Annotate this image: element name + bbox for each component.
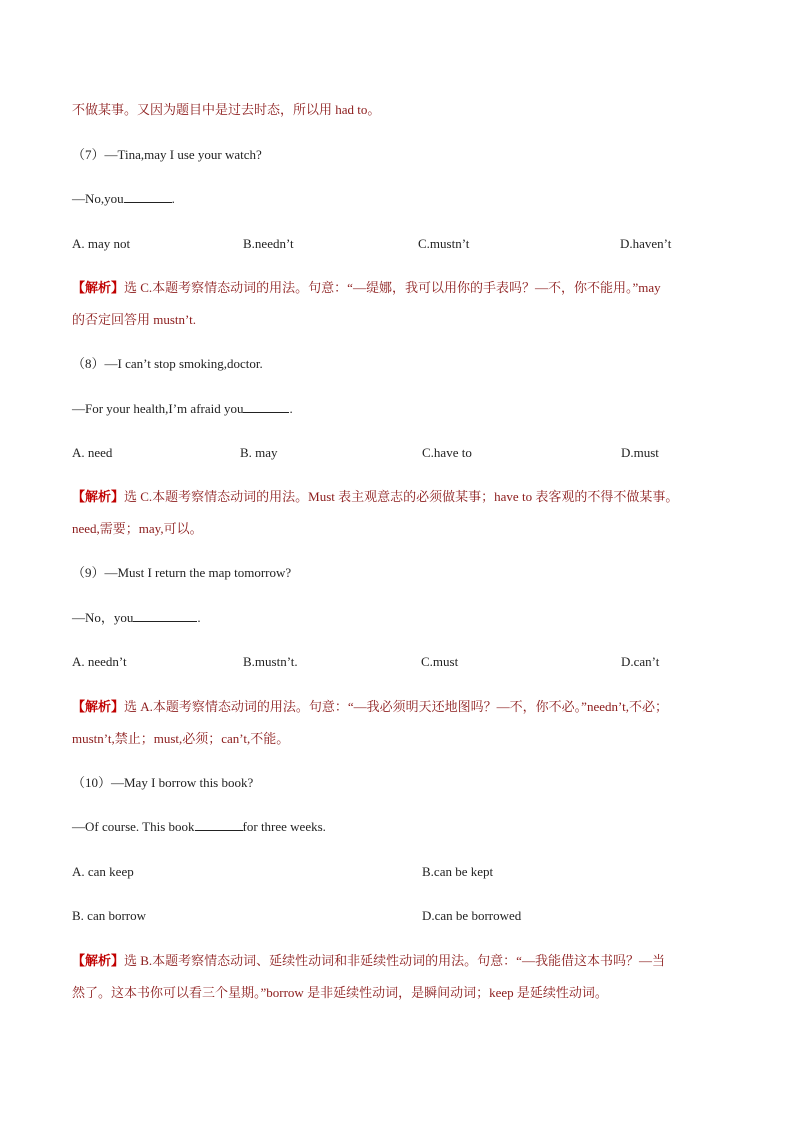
question-7-option-a: A. may not <box>72 236 131 251</box>
question-9-option-c: C.must <box>421 654 459 669</box>
intro-text: 不做某事。又因为题目中是过去时态，所以用 had to。 <box>72 102 381 117</box>
answer-blank <box>124 190 172 203</box>
question-8-analysis-2: need,需要；may,可以。 <box>72 521 203 536</box>
question-9-reply-text: —No，you <box>72 610 134 625</box>
question-8-analysis-1 <box>72 488 734 506</box>
question-7-option-b: B.needn’t <box>243 236 294 251</box>
question-7-option-c: C.mustn’t <box>418 236 470 251</box>
question-10-reply-end: for three weeks. <box>242 819 326 834</box>
question-8-reply-text: —For your health,I’m afraid you <box>72 401 244 416</box>
analysis-text: 选 C.本题考察情态动词的用法。Must 表主观意志的必须做某事；have to 表客观的不得不做某事。 <box>124 489 679 504</box>
question-7-analysis-2: 的否定回答用 mustn’t. <box>72 312 196 327</box>
question-8-prompt: （8）—I can’t stop smoking,doctor. <box>72 356 263 371</box>
question-10-analysis-2: 然了。这本书你可以看三个星期。”borrow 是非延续性动词，是瞬间动词；keep 是延续性动词。 <box>72 985 608 1000</box>
question-10-option-a: A. can keep <box>72 864 134 879</box>
question-9-reply <box>72 609 734 627</box>
question-10-option-d: D.can be borrowed <box>422 908 522 923</box>
answer-blank <box>243 400 289 413</box>
question-7-reply-text: —No,you <box>72 191 124 206</box>
analysis-tag: 【解析】 <box>72 699 125 714</box>
analysis-tag: 【解析】 <box>72 280 125 295</box>
analysis-text: 选 C.本题考察情态动词的用法。句意：“—缇娜，我可以用你的手表吗？—不，你不能用。”may <box>124 280 661 295</box>
question-7-analysis-1 <box>72 279 734 297</box>
question-10-option-b: B.can be kept <box>422 864 494 879</box>
question-10-analysis-1 <box>72 952 734 970</box>
question-10-reply-text: —Of course. This book <box>72 819 195 834</box>
question-7-prompt: （7）—Tina,may I use your watch? <box>72 147 262 162</box>
question-9-option-b: B.mustn’t. <box>243 654 298 669</box>
question-9-option-a: A. needn’t <box>72 654 127 669</box>
answer-blank <box>133 609 197 622</box>
question-10-reply <box>72 818 734 836</box>
question-7-option-d: D.haven’t <box>620 236 672 251</box>
question-8-option-a: A. need <box>72 445 113 460</box>
question-7-reply-end: . <box>171 191 175 206</box>
question-9-analysis-1 <box>72 698 734 716</box>
analysis-tag: 【解析】 <box>72 953 125 968</box>
question-7-reply <box>72 190 734 208</box>
question-8-option-d: D.must <box>621 445 659 460</box>
question-9-analysis-2: mustn’t,禁止；must,必须；can’t,不能。 <box>72 731 290 746</box>
question-10-prompt: （10）—May I borrow this book? <box>72 775 254 790</box>
question-8-option-c: C.have to <box>422 445 472 460</box>
answer-blank <box>195 818 243 831</box>
question-8-option-b: B. may <box>240 445 278 460</box>
question-8-reply <box>72 400 734 418</box>
question-9-reply-end: . <box>197 610 201 625</box>
question-10-option-b2: B. can borrow <box>72 908 147 923</box>
question-9-option-d: D.can’t <box>621 654 660 669</box>
question-8-reply-end: . <box>289 401 293 416</box>
analysis-text: 选 A.本题考察情态动词的用法。句意：“—我必须明天还地图吗？—不，你不必。”needn’t,不必； <box>124 699 668 714</box>
question-9-prompt: （9）—Must I return the map tomorrow? <box>72 565 292 580</box>
analysis-tag: 【解析】 <box>72 489 125 504</box>
analysis-text: 选 B.本题考察情态动词、延续性动词和非延续性动词的用法。句意：“—我能借这本书吗？—当 <box>124 953 665 968</box>
